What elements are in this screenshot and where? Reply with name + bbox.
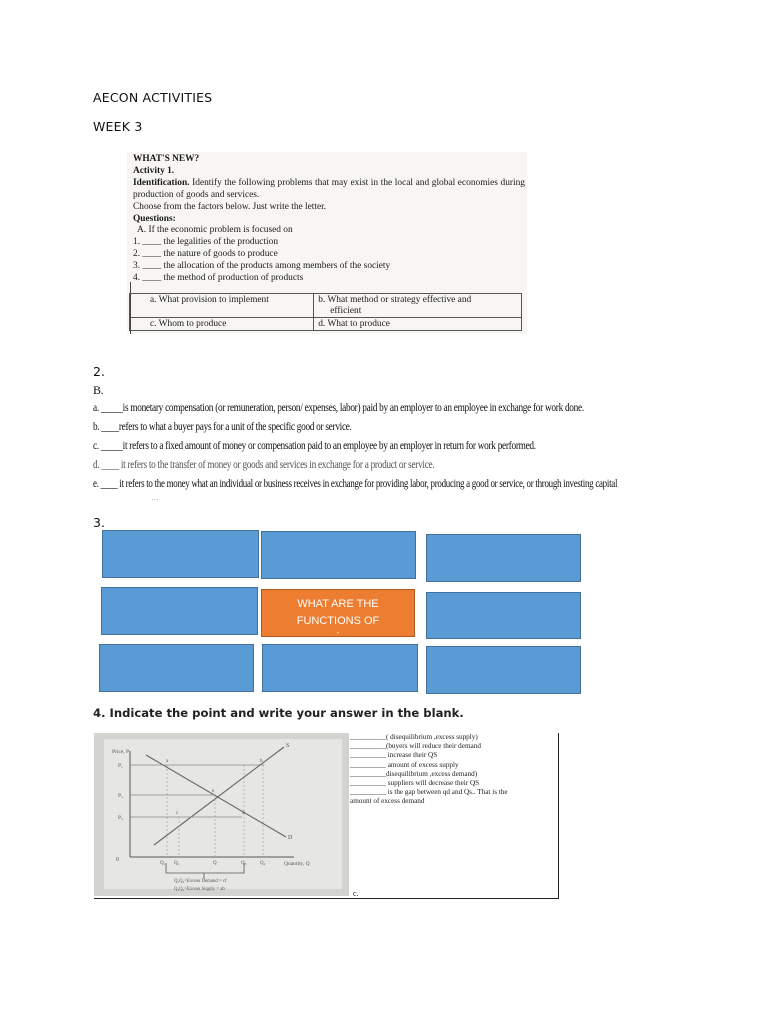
section2-number: 2. bbox=[93, 364, 105, 379]
function-box bbox=[99, 644, 254, 692]
answer-line: __________ suppliers will decrease their QS bbox=[350, 779, 480, 788]
stray-mark: … bbox=[151, 493, 159, 502]
graph-legend: Q₁Q₂=Excess Demand = cf bbox=[174, 879, 227, 884]
answer-blanks bbox=[350, 733, 560, 807]
section2-part: B. bbox=[93, 383, 104, 397]
center-question-line: FUNCTIONS OF bbox=[296, 615, 380, 627]
frame-bottom-border bbox=[94, 898, 559, 899]
function-box bbox=[426, 534, 581, 582]
frame-right-border bbox=[558, 733, 559, 899]
point-label: e bbox=[212, 789, 215, 794]
quantity-axis-label: Quantity, Q bbox=[284, 861, 310, 867]
x-tick: Q₄ bbox=[260, 861, 266, 866]
activity-heading: Activity 1. bbox=[133, 165, 175, 176]
choose-instruction: Choose from the factors below. Just write the letter. bbox=[133, 201, 327, 212]
x-tick: Q₁ bbox=[160, 861, 166, 866]
question-item: 4. ____ the method of production of products bbox=[133, 273, 304, 284]
answer-line: __________disequilibrium ,excess demand) bbox=[350, 769, 478, 778]
question-item: 3. ____ the allocation of the products among members of the society bbox=[133, 261, 391, 272]
point-label: a bbox=[166, 759, 169, 764]
function-box bbox=[262, 644, 418, 692]
definition-line-e: e. ____ it refers to the money what an individual or business receives in exchange for providing labor, producing a good or service, or through investing capital bbox=[93, 478, 618, 490]
point-label: b bbox=[260, 759, 263, 764]
point-label: c bbox=[176, 811, 179, 816]
identification-instructions: Identification. Identify the following problems that may exist in the local and global economies during production of goods and services. bbox=[133, 177, 525, 200]
answer-line: amount of excess demand bbox=[350, 797, 425, 806]
answer-line: __________( disequilibrium ,excess supply) bbox=[350, 733, 478, 741]
choice-b-cont: efficient bbox=[330, 306, 362, 316]
x-tick: Q₂ bbox=[174, 861, 180, 866]
function-box bbox=[426, 646, 581, 694]
function-box bbox=[426, 592, 581, 639]
questions-heading: Questions: bbox=[133, 213, 176, 224]
center-question-line: WHAT ARE THE bbox=[297, 598, 379, 610]
section3-number: 3. bbox=[93, 515, 105, 530]
function-box bbox=[101, 587, 258, 635]
function-box bbox=[102, 530, 259, 578]
choices-table bbox=[129, 293, 522, 331]
choice-c: c. Whom to produce bbox=[150, 319, 227, 329]
definition-line-d: d. ____ it refers to the transfer of money or goods and services in exchange for a product or service. bbox=[93, 459, 435, 471]
y-tick: P₁ bbox=[118, 763, 123, 769]
definition-line-b: b. ____refers to what a buyer pays for a unit of the specific good or service. bbox=[93, 421, 352, 433]
demand-label: D bbox=[288, 835, 293, 841]
definition-line-c: c. _____it refers to a fixed amount of money or compensation paid to an employee by an employer in return for work performed. bbox=[93, 440, 536, 452]
supply-demand-graph bbox=[94, 733, 349, 896]
y-tick: P₂ bbox=[118, 793, 123, 799]
question-item: 1. ____ the legalities of the production bbox=[133, 237, 279, 248]
y-tick: P₃ bbox=[118, 815, 123, 821]
whats-new-heading: WHAT'S NEW? bbox=[133, 154, 200, 164]
question-intro: A. If the economic problem is focused on bbox=[137, 225, 293, 236]
price-axis-label: Price, P bbox=[112, 749, 130, 755]
point-label: d bbox=[242, 811, 245, 816]
supply-label: S bbox=[286, 743, 290, 749]
x-tick: Q₃ bbox=[241, 861, 247, 866]
activity1-scan bbox=[127, 152, 527, 334]
function-box bbox=[261, 531, 416, 579]
bottom-letter: c. bbox=[353, 889, 359, 898]
week-label: WEEK 3 bbox=[93, 119, 143, 134]
answer-line: __________ increase their QS bbox=[350, 751, 438, 760]
choice-b: b. What method or strategy effective and bbox=[318, 295, 472, 305]
question-item: 2. ____ the nature of goods to produce bbox=[133, 249, 278, 260]
definition-line-a: a. _____is monetary compensation (or remuneration, person/ expenses, labor) paid by an employer to an employee in exchange for work done. bbox=[93, 402, 584, 414]
choice-d: d. What to produce bbox=[318, 319, 390, 329]
origin-label: 0 bbox=[116, 857, 119, 863]
answer-line: __________(buyers will reduce their demand bbox=[350, 742, 481, 751]
document-title: AECON ACTIVITIES bbox=[93, 90, 213, 105]
section4-heading: 4. Indicate the point and write your answer in the blank. bbox=[93, 706, 464, 720]
graph-drawing bbox=[94, 733, 349, 896]
center-question-line: - bbox=[336, 628, 340, 637]
answer-line: __________ is the gap between qd and Qs.. That is the bbox=[350, 788, 508, 797]
choice-a: a. What provision to implement bbox=[150, 295, 269, 305]
x-tick: Q bbox=[213, 861, 217, 866]
graph-legend: Q₃Q₄=Excess Supply = ab bbox=[174, 887, 225, 892]
center-question-box bbox=[261, 589, 415, 637]
answer-line: __________ amount of excess supply bbox=[350, 760, 459, 769]
